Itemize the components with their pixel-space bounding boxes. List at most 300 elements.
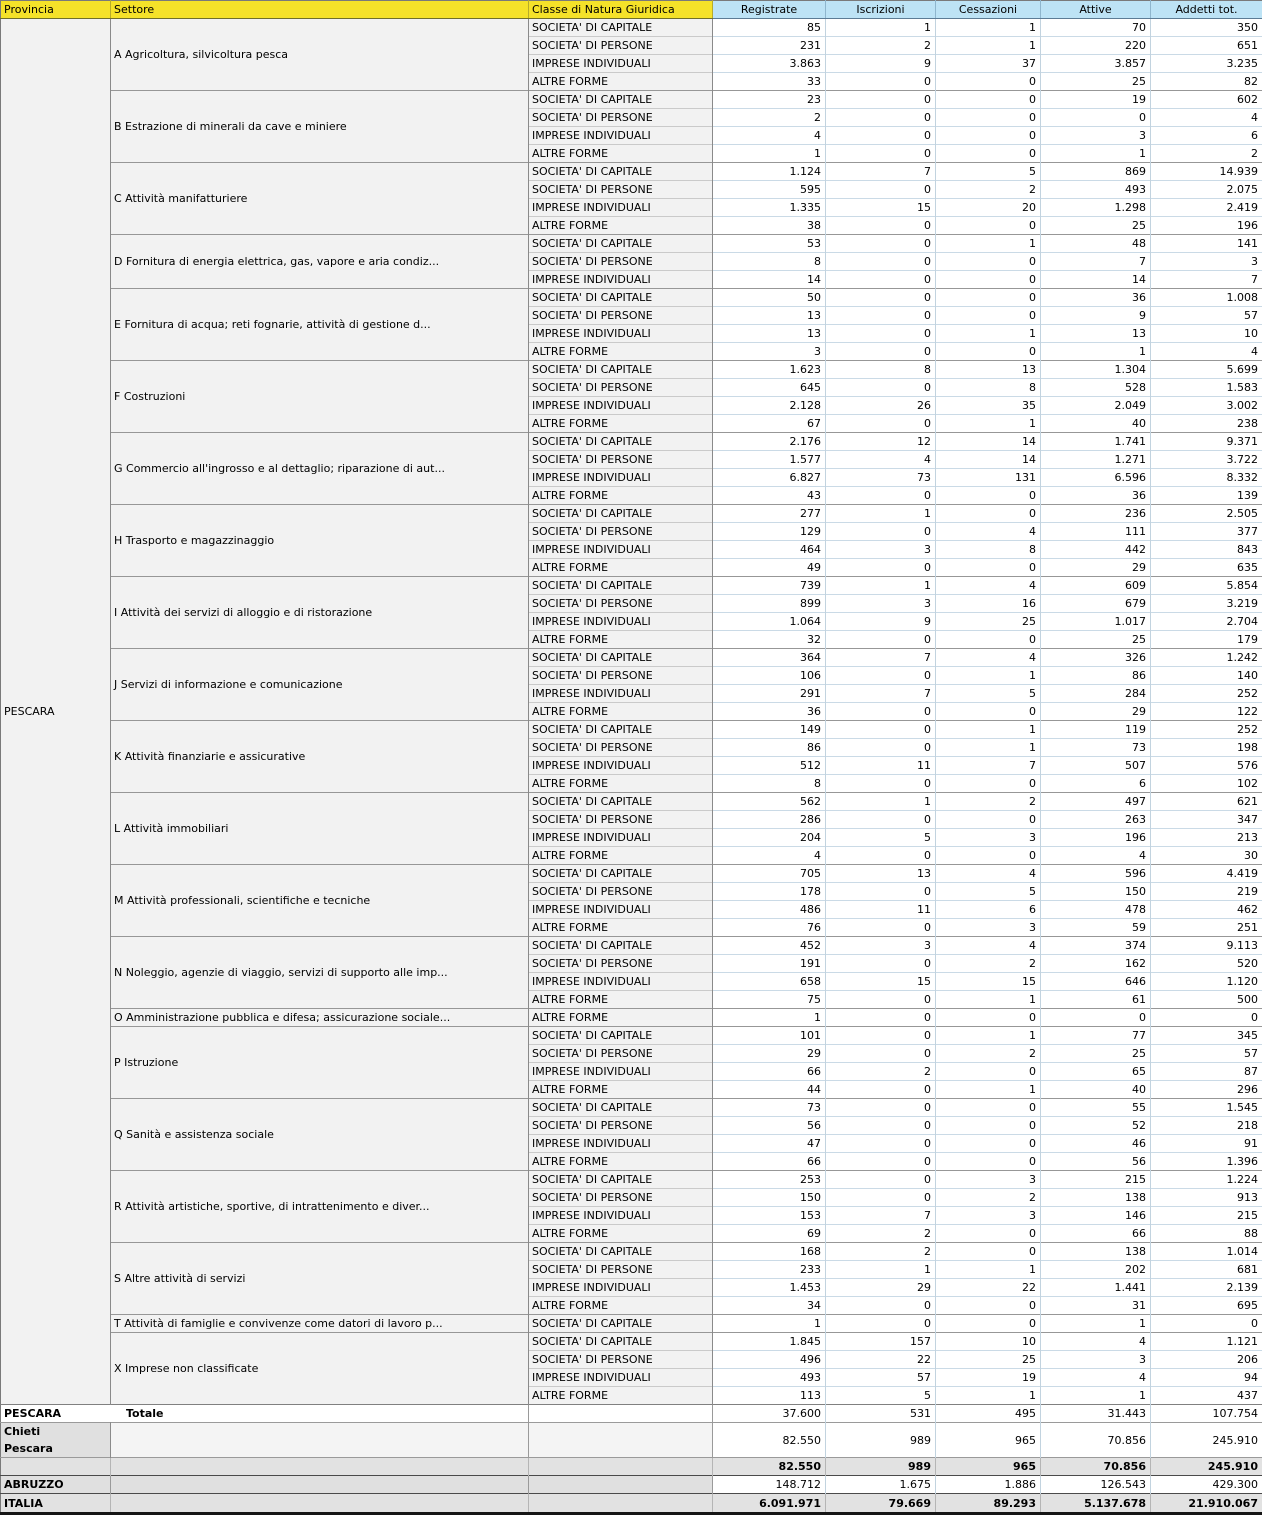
classe-cell: ALTRE FORME	[529, 1009, 713, 1027]
value-cell: 3.002	[1151, 397, 1262, 415]
value-cell: 0	[826, 1189, 936, 1207]
value-cell: 3	[826, 541, 936, 559]
summary-value-cell: 429.300	[1151, 1476, 1262, 1494]
classe-cell: SOCIETA' DI CAPITALE	[529, 433, 713, 451]
classe-cell: SOCIETA' DI CAPITALE	[529, 1243, 713, 1261]
value-cell: 129	[713, 523, 826, 541]
value-cell: 4	[936, 523, 1041, 541]
summary-value-cell: 1.675	[826, 1476, 936, 1494]
value-cell: 138	[1041, 1243, 1151, 1261]
summary-value-cell: 79.669	[826, 1494, 936, 1514]
summary-row-provincia-totale	[1, 1405, 1262, 1423]
col-header-addetti: Addetti tot.	[1151, 1, 1262, 19]
settore-cell: K Attività finanziarie e assicurative	[111, 721, 529, 793]
value-cell: 19	[1041, 91, 1151, 109]
classe-cell: IMPRESE INDIVIDUALI	[529, 757, 713, 775]
value-cell: 8	[936, 541, 1041, 559]
summary-row-total-gray	[1, 1458, 1262, 1476]
value-cell: 29	[1041, 559, 1151, 577]
table-row	[1, 793, 1262, 811]
summary-provincia-line: Pescara	[4, 1440, 107, 1457]
value-cell: 220	[1041, 37, 1151, 55]
value-cell: 3	[936, 1207, 1041, 1225]
value-cell: 497	[1041, 793, 1151, 811]
col-header-classe: Classe di Natura Giuridica	[529, 1, 713, 19]
value-cell: 19	[936, 1369, 1041, 1387]
value-cell: 1	[826, 793, 936, 811]
value-cell: 0	[936, 217, 1041, 235]
value-cell: 0	[1151, 1315, 1262, 1333]
value-cell: 1.298	[1041, 199, 1151, 217]
classe-empty-cell	[529, 1423, 713, 1458]
classe-cell: ALTRE FORME	[529, 1153, 713, 1171]
value-cell: 1.008	[1151, 289, 1262, 307]
value-cell: 4	[1151, 343, 1262, 361]
value-cell: 7	[826, 1207, 936, 1225]
settore-cell: H Trasporto e magazzinaggio	[111, 505, 529, 577]
value-cell: 3	[713, 343, 826, 361]
value-cell: 4	[713, 127, 826, 145]
value-cell: 364	[713, 649, 826, 667]
value-cell: 1	[936, 1387, 1041, 1405]
value-cell: 14	[1041, 271, 1151, 289]
value-cell: 1.453	[713, 1279, 826, 1297]
value-cell: 69	[713, 1225, 826, 1243]
table-row	[1, 91, 1262, 109]
value-cell: 3	[1041, 127, 1151, 145]
value-cell: 9	[826, 55, 936, 73]
settore-empty-cell	[111, 1423, 529, 1458]
value-cell: 0	[936, 1297, 1041, 1315]
value-cell: 437	[1151, 1387, 1262, 1405]
value-cell: 1.014	[1151, 1243, 1262, 1261]
value-cell: 2.505	[1151, 505, 1262, 523]
value-cell: 374	[1041, 937, 1151, 955]
value-cell: 9.113	[1151, 937, 1262, 955]
value-cell: 0	[826, 289, 936, 307]
value-cell: 67	[713, 415, 826, 433]
summary-row-chieti-pescara	[1, 1423, 1262, 1458]
value-cell: 73	[826, 469, 936, 487]
value-cell: 106	[713, 667, 826, 685]
classe-cell: IMPRESE INDIVIDUALI	[529, 973, 713, 991]
summary-value-cell: 82.550	[713, 1423, 826, 1458]
value-cell: 1	[936, 325, 1041, 343]
value-cell: 345	[1151, 1027, 1262, 1045]
value-cell: 73	[713, 1099, 826, 1117]
value-cell: 6.596	[1041, 469, 1151, 487]
value-cell: 326	[1041, 649, 1151, 667]
table-row	[1, 235, 1262, 253]
classe-cell: SOCIETA' DI CAPITALE	[529, 865, 713, 883]
value-cell: 0	[826, 883, 936, 901]
classe-cell: SOCIETA' DI CAPITALE	[529, 793, 713, 811]
value-cell: 3	[1151, 253, 1262, 271]
table-row	[1, 361, 1262, 379]
table-row	[1, 1243, 1262, 1261]
value-cell: 65	[1041, 1063, 1151, 1081]
settore-cell: S Altre attività di servizi	[111, 1243, 529, 1315]
value-cell: 0	[826, 145, 936, 163]
value-cell: 204	[713, 829, 826, 847]
summary-value-cell: 107.754	[1151, 1405, 1262, 1423]
header-row	[1, 1, 1262, 19]
value-cell: 111	[1041, 523, 1151, 541]
value-cell: 9.371	[1151, 433, 1262, 451]
classe-cell: ALTRE FORME	[529, 919, 713, 937]
value-cell: 25	[1041, 1045, 1151, 1063]
classe-cell: SOCIETA' DI CAPITALE	[529, 577, 713, 595]
value-cell: 493	[713, 1369, 826, 1387]
value-cell: 196	[1041, 829, 1151, 847]
value-cell: 56	[713, 1117, 826, 1135]
table-row	[1, 1171, 1262, 1189]
value-cell: 1	[1041, 1387, 1151, 1405]
classe-cell: IMPRESE INDIVIDUALI	[529, 541, 713, 559]
value-cell: 1	[936, 991, 1041, 1009]
settore-cell: M Attività professionali, scientifiche e tecniche	[111, 865, 529, 937]
summary-value-cell: 89.293	[936, 1494, 1041, 1514]
value-cell: 899	[713, 595, 826, 613]
value-cell: 34	[713, 1297, 826, 1315]
value-cell: 3.722	[1151, 451, 1262, 469]
value-cell: 88	[1151, 1225, 1262, 1243]
value-cell: 0	[826, 253, 936, 271]
value-cell: 87	[1151, 1063, 1262, 1081]
value-cell: 0	[936, 487, 1041, 505]
classe-cell: SOCIETA' DI PERSONE	[529, 109, 713, 127]
value-cell: 113	[713, 1387, 826, 1405]
settore-cell: D Fornitura di energia elettrica, gas, vapore e aria condiz...	[111, 235, 529, 289]
value-cell: 7	[936, 757, 1041, 775]
value-cell: 2	[936, 793, 1041, 811]
value-cell: 0	[936, 1063, 1041, 1081]
table-row	[1, 649, 1262, 667]
value-cell: 286	[713, 811, 826, 829]
classe-cell: SOCIETA' DI CAPITALE	[529, 937, 713, 955]
settore-cell: G Commercio all'ingrosso e al dettaglio; riparazione di aut...	[111, 433, 529, 505]
value-cell: 1.064	[713, 613, 826, 631]
classe-cell: IMPRESE INDIVIDUALI	[529, 1207, 713, 1225]
value-cell: 13	[936, 361, 1041, 379]
value-cell: 14	[936, 433, 1041, 451]
value-cell: 252	[1151, 685, 1262, 703]
summary-value-cell: 989	[826, 1423, 936, 1458]
value-cell: 2	[826, 1243, 936, 1261]
classe-cell: SOCIETA' DI PERSONE	[529, 1189, 713, 1207]
value-cell: 1.120	[1151, 973, 1262, 991]
value-cell: 6	[1041, 775, 1151, 793]
classe-cell: ALTRE FORME	[529, 487, 713, 505]
classe-cell: ALTRE FORME	[529, 1225, 713, 1243]
summary-value-cell: 5.137.678	[1041, 1494, 1151, 1514]
value-cell: 1	[936, 19, 1041, 37]
value-cell: 146	[1041, 1207, 1151, 1225]
value-cell: 0	[826, 919, 936, 937]
value-cell: 50	[713, 289, 826, 307]
value-cell: 13	[1041, 325, 1151, 343]
summary-provincia-cell: ITALIA	[1, 1494, 111, 1514]
classe-cell: IMPRESE INDIVIDUALI	[529, 325, 713, 343]
value-cell: 157	[826, 1333, 936, 1351]
value-cell: 0	[1041, 109, 1151, 127]
value-cell: 150	[1041, 883, 1151, 901]
value-cell: 13	[713, 325, 826, 343]
summary-provincia-label: PESCARA	[4, 1407, 126, 1420]
value-cell: 10	[1151, 325, 1262, 343]
value-cell: 0	[936, 343, 1041, 361]
value-cell: 0	[936, 127, 1041, 145]
classe-cell: ALTRE FORME	[529, 1387, 713, 1405]
classe-cell: SOCIETA' DI PERSONE	[529, 595, 713, 613]
classe-cell: SOCIETA' DI PERSONE	[529, 883, 713, 901]
value-cell: 347	[1151, 811, 1262, 829]
value-cell: 0	[936, 1225, 1041, 1243]
classe-cell: SOCIETA' DI CAPITALE	[529, 1171, 713, 1189]
col-header-registrate: Registrate	[713, 1, 826, 19]
value-cell: 91	[1151, 1135, 1262, 1153]
value-cell: 3.235	[1151, 55, 1262, 73]
value-cell: 0	[826, 703, 936, 721]
classe-cell: IMPRESE INDIVIDUALI	[529, 199, 713, 217]
value-cell: 5	[826, 1387, 936, 1405]
value-cell: 251	[1151, 919, 1262, 937]
classe-cell: IMPRESE INDIVIDUALI	[529, 685, 713, 703]
value-cell: 2	[936, 955, 1041, 973]
value-cell: 29	[713, 1045, 826, 1063]
value-cell: 0	[936, 271, 1041, 289]
value-cell: 196	[1151, 217, 1262, 235]
classe-empty-cell	[529, 1476, 713, 1494]
value-cell: 10	[936, 1333, 1041, 1351]
value-cell: 86	[1041, 667, 1151, 685]
value-cell: 14.939	[1151, 163, 1262, 181]
summary-provincia-cell: ABRUZZO	[1, 1476, 111, 1494]
value-cell: 2	[826, 1063, 936, 1081]
classe-cell: IMPRESE INDIVIDUALI	[529, 271, 713, 289]
value-cell: 140	[1151, 667, 1262, 685]
classe-cell: IMPRESE INDIVIDUALI	[529, 901, 713, 919]
value-cell: 4	[713, 847, 826, 865]
summary-value-cell: 989	[826, 1458, 936, 1476]
value-cell: 0	[826, 955, 936, 973]
summary-value-cell: 531	[826, 1405, 936, 1423]
value-cell: 2	[936, 1045, 1041, 1063]
classe-cell: ALTRE FORME	[529, 559, 713, 577]
value-cell: 7	[1151, 271, 1262, 289]
value-cell: 86	[713, 739, 826, 757]
value-cell: 4	[1151, 109, 1262, 127]
value-cell: 3.857	[1041, 55, 1151, 73]
classe-cell: SOCIETA' DI CAPITALE	[529, 91, 713, 109]
classe-cell: SOCIETA' DI CAPITALE	[529, 721, 713, 739]
value-cell: 602	[1151, 91, 1262, 109]
value-cell: 507	[1041, 757, 1151, 775]
settore-cell: I Attività dei servizi di alloggio e di ristorazione	[111, 577, 529, 649]
value-cell: 1	[1041, 343, 1151, 361]
value-cell: 53	[713, 235, 826, 253]
value-cell: 0	[826, 415, 936, 433]
value-cell: 2	[713, 109, 826, 127]
value-cell: 22	[936, 1279, 1041, 1297]
classe-cell: SOCIETA' DI PERSONE	[529, 1117, 713, 1135]
value-cell: 562	[713, 793, 826, 811]
value-cell: 70	[1041, 19, 1151, 37]
value-cell: 0	[826, 307, 936, 325]
value-cell: 38	[713, 217, 826, 235]
value-cell: 75	[713, 991, 826, 1009]
settore-empty-cell	[111, 1476, 529, 1494]
value-cell: 1.224	[1151, 1171, 1262, 1189]
classe-cell: SOCIETA' DI PERSONE	[529, 181, 713, 199]
classe-cell: IMPRESE INDIVIDUALI	[529, 397, 713, 415]
value-cell: 9	[1041, 307, 1151, 325]
totale-label-cell	[1, 1405, 529, 1423]
value-cell: 29	[1041, 703, 1151, 721]
settore-cell: F Costruzioni	[111, 361, 529, 433]
value-cell: 0	[936, 1117, 1041, 1135]
value-cell: 291	[713, 685, 826, 703]
value-cell: 76	[713, 919, 826, 937]
value-cell: 36	[1041, 289, 1151, 307]
table-row	[1, 289, 1262, 307]
classe-cell: ALTRE FORME	[529, 343, 713, 361]
value-cell: 8.332	[1151, 469, 1262, 487]
value-cell: 0	[826, 271, 936, 289]
value-cell: 452	[713, 937, 826, 955]
value-cell: 377	[1151, 523, 1262, 541]
value-cell: 2	[936, 1189, 1041, 1207]
value-cell: 0	[936, 145, 1041, 163]
classe-cell: SOCIETA' DI PERSONE	[529, 253, 713, 271]
value-cell: 1	[936, 1081, 1041, 1099]
value-cell: 33	[713, 73, 826, 91]
value-cell: 528	[1041, 379, 1151, 397]
value-cell: 1	[936, 667, 1041, 685]
value-cell: 0	[826, 559, 936, 577]
classe-cell: SOCIETA' DI CAPITALE	[529, 361, 713, 379]
value-cell: 102	[1151, 775, 1262, 793]
classe-empty-cell	[529, 1458, 713, 1476]
value-cell: 37	[936, 55, 1041, 73]
summary-value-cell: 965	[936, 1458, 1041, 1476]
value-cell: 5	[936, 163, 1041, 181]
summary-value-cell: 245.910	[1151, 1458, 1262, 1476]
value-cell: 46	[1041, 1135, 1151, 1153]
classe-cell: IMPRESE INDIVIDUALI	[529, 613, 713, 631]
classe-cell: SOCIETA' DI PERSONE	[529, 451, 713, 469]
value-cell: 23	[713, 91, 826, 109]
value-cell: 0	[936, 847, 1041, 865]
value-cell: 14	[713, 271, 826, 289]
value-cell: 1.577	[713, 451, 826, 469]
value-cell: 20	[936, 199, 1041, 217]
classe-cell: IMPRESE INDIVIDUALI	[529, 469, 713, 487]
value-cell: 29	[826, 1279, 936, 1297]
value-cell: 869	[1041, 163, 1151, 181]
value-cell: 11	[826, 901, 936, 919]
value-cell: 1	[713, 145, 826, 163]
classe-cell: SOCIETA' DI CAPITALE	[529, 289, 713, 307]
classe-cell: SOCIETA' DI CAPITALE	[529, 505, 713, 523]
settore-empty-cell	[111, 1494, 529, 1514]
summary-value-cell: 1.886	[936, 1476, 1041, 1494]
value-cell: 178	[713, 883, 826, 901]
provincia-empty-cell	[1, 1458, 111, 1476]
value-cell: 695	[1151, 1297, 1262, 1315]
value-cell: 32	[713, 631, 826, 649]
value-cell: 57	[826, 1369, 936, 1387]
summary-value-cell: 82.550	[713, 1458, 826, 1476]
value-cell: 22	[826, 1351, 936, 1369]
value-cell: 15	[936, 973, 1041, 991]
value-cell: 101	[713, 1027, 826, 1045]
value-cell: 36	[713, 703, 826, 721]
summary-value-cell: 495	[936, 1405, 1041, 1423]
value-cell: 1.124	[713, 163, 826, 181]
value-cell: 1.845	[713, 1333, 826, 1351]
classe-cell: ALTRE FORME	[529, 1297, 713, 1315]
classe-cell: ALTRE FORME	[529, 703, 713, 721]
value-cell: 1.271	[1041, 451, 1151, 469]
value-cell: 1	[936, 415, 1041, 433]
value-cell: 0	[936, 811, 1041, 829]
value-cell: 13	[826, 865, 936, 883]
value-cell: 25	[1041, 73, 1151, 91]
value-cell: 0	[826, 181, 936, 199]
classe-cell: SOCIETA' DI CAPITALE	[529, 1333, 713, 1351]
table-row	[1, 577, 1262, 595]
summary-value-cell: 245.910	[1151, 1423, 1262, 1458]
value-cell: 1.242	[1151, 649, 1262, 667]
classe-cell: SOCIETA' DI PERSONE	[529, 37, 713, 55]
value-cell: 1	[713, 1009, 826, 1027]
classe-cell: IMPRESE INDIVIDUALI	[529, 829, 713, 847]
classe-cell: IMPRESE INDIVIDUALI	[529, 1135, 713, 1153]
value-cell: 7	[826, 163, 936, 181]
value-cell: 3	[936, 1171, 1041, 1189]
value-cell: 0	[936, 1153, 1041, 1171]
value-cell: 206	[1151, 1351, 1262, 1369]
settore-cell: A Agricoltura, silvicoltura pesca	[111, 19, 529, 91]
classe-cell: SOCIETA' DI CAPITALE	[529, 649, 713, 667]
value-cell: 0	[826, 1009, 936, 1027]
classe-cell: IMPRESE INDIVIDUALI	[529, 55, 713, 73]
value-cell: 0	[826, 667, 936, 685]
settore-cell: B Estrazione di minerali da cave e miniere	[111, 91, 529, 163]
value-cell: 56	[1041, 1153, 1151, 1171]
col-header-settore: Settore	[111, 1, 529, 19]
value-cell: 4	[936, 865, 1041, 883]
value-cell: 4.419	[1151, 865, 1262, 883]
summary-row-italia	[1, 1494, 1262, 1514]
value-cell: 4	[936, 649, 1041, 667]
value-cell: 2.075	[1151, 181, 1262, 199]
value-cell: 131	[936, 469, 1041, 487]
value-cell: 14	[936, 451, 1041, 469]
value-cell: 0	[936, 703, 1041, 721]
settore-cell: T Attività di famiglie e convivenze come datori di lavoro p...	[111, 1315, 529, 1333]
value-cell: 576	[1151, 757, 1262, 775]
value-cell: 82	[1151, 73, 1262, 91]
value-cell: 0	[826, 379, 936, 397]
value-cell: 1	[936, 235, 1041, 253]
classe-cell: SOCIETA' DI PERSONE	[529, 1045, 713, 1063]
value-cell: 15	[826, 199, 936, 217]
classe-cell: SOCIETA' DI PERSONE	[529, 955, 713, 973]
value-cell: 0	[826, 1315, 936, 1333]
value-cell: 0	[826, 91, 936, 109]
